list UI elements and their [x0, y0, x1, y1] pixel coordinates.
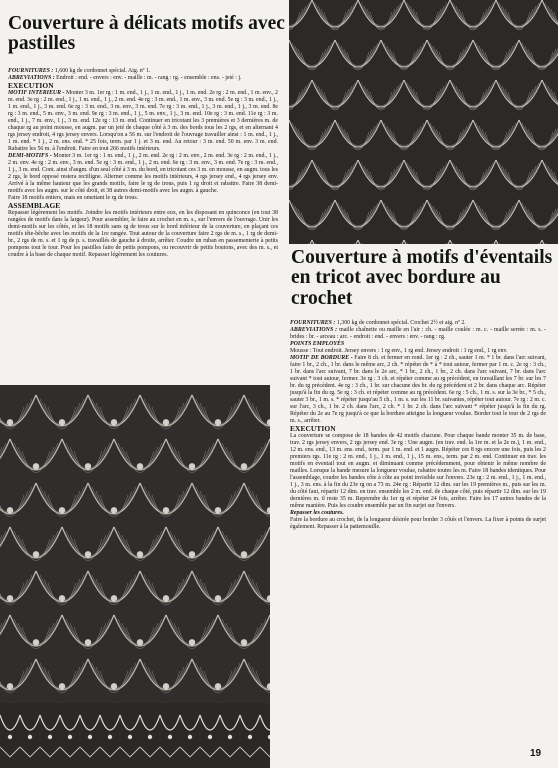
- half-motif-label: DEMI-MOTIFS -: [8, 153, 52, 160]
- abbreviations-text: maille chaînette ou maille en l'air : ch. - maille coulée : m. c. - maille serrée : m. s. - brides : br. - arceau : arc. - endroit : end. - envers : env. - rang : rg.: [290, 326, 546, 340]
- abbreviations-label: ABREVIATIONS :: [290, 326, 338, 333]
- execution-heading: EXECUTION: [8, 80, 54, 90]
- instructions-blanket-pastilles: [8, 68, 278, 259]
- assembly-text: Repasser légèrement les motifs. Joindre les motifs intérieurs entre eux, en les disposant en quinconce (en tout 38 rangées de motifs dans la largeur). Pour assembler, le faire au crochet en m. s., sur l'envers de l'ouvrage. Unir les demi-motifs sur les côtés, et les 18 motifs sans rg de trous sur le bord inférieur de la couverture, en plaçant ces motifs tête-bêche avec les motifs de la 1re rangée. Tout autour de la couverture faire 2 rgs de m. s., 1 rg de demi-br., 2 rgs de m. s. et 1 rg de p. s. travaillés de gauche à droite, arrêter. Coudre un ruban en passementerie à petits pompons tout le tour. Pour les pastilles faire de petits pompons, ou recouvrir de petits boutons, avec des m. s., et coudre à la base de chaque motif. Repasser légèrement les coutures.: [8, 210, 278, 259]
- photo-fan-knit-detail: [289, 0, 558, 244]
- border-text: Faire 8 ch. et fermer en rond. 1er rg : 2 ch., sauter 1 m. * 1 br. dans l'arc suivant, faire 1 br., 2 ch., 1 br. dans le même arc, 2 ch. * répéter de * à * tout autour, fermer par 1 m. c. 2e rg : 3 ch., 1 br. dans l'arc suivant, 7 br. dans le 2e arc, * 1 br., 2 ch., 1 br., 2 ch. dans l'arc suivant, 7 br. dans l'arc suivant * tout autour, fermer. 3e rg : 3 ch. et répéter comme au rg précédent, en travaillant les 7 br. sur les 7 br. du rg précédent. 4e rg : 3 ch., 1 br. sur chacune des br. du rg précédent et 2 br. dans chaque arc. Répéter jusqu'à la fin du rg. 5e rg : 3 ch. et répéter comme au rg précédent. 6e rg : 5 ch., 1 m. s. sur la 3e br., * 5 ch., sauter 3 br., 1 m. s. * répéter jusqu'au 5 ch., 1 m. s. sur les 11 br. suivantes, répéter tout autour. 7e rg : 2 m. c. sur l'arc, 3 ch., 1 br. 2 ch. dans l'arc, 2 ch. * 1 br. 2 ch. dans l'arc suivant * répéter jusqu'à la fin du rg. Répéter du 2e au 7e rg jusqu'à ce que la bordure atteigne la longueur voulue. Border tout le tour de 2 rgs de m. s., arrêter.: [290, 354, 547, 424]
- stitches-text: Mousse : Tout endroit. Jersey envers : 1 rg env., 1 rg end. Jersey endroit : 1 rg end., 1 rg env.: [290, 347, 508, 354]
- inner-motif-label: MOTIF INTERIEUR -: [8, 90, 65, 97]
- execution-heading: EXECUTION: [290, 423, 336, 433]
- pastille-pattern-illustration: [0, 385, 270, 768]
- inner-motif-paragraph: [8, 90, 278, 153]
- final-instructions: Faire la bordure au crochet, de la longueur désirée pour border 3 côtés et l'envers. La fixer à points de surjet également. Repasser à la pattemouille.: [290, 516, 546, 530]
- half-motif-paragraph: [8, 153, 278, 195]
- supplies-text: 1,600 kg de cordonnet spécial. Aig. nº 1.: [54, 68, 151, 74]
- assembly-heading: ASSEMBLAGE: [8, 200, 61, 210]
- page-number: 19: [530, 748, 542, 759]
- supplies-paragraph: [290, 320, 546, 327]
- instructions-fan-blanket: [290, 320, 546, 531]
- stitches-heading: POINTS EMPLOYÉS: [290, 340, 345, 347]
- whole-motif-note: Faire 18 motifs entiers, mais en omettant le rg de trous.: [8, 194, 139, 201]
- half-motif-text: Monter 3 m. 1er rg : 1 m. end., 1 j., 2 m. end. 2e rg : 2 m. env., 2 m. end. 3e rg : 2 m. end., 1 j., 2 m. env. 4e rg : 2 m. env., 3 m. end. 5e rg : 3 m. end., 1 j., 2 m. end. 6e rg : 3 m. env., 3 m. end. 7e rg : 3 m. end., 1 j., 3 m. end. Cont. ainsi d'augm. d'un seul côté à 3 m. du bord, en tricotant ces 3 m. en mousse, en augm. tous les 2 rgs, le bord opposé restera rectiligne. Alterner comme les motifs intérieurs, 4 rgs jersey end., 4 rgs jersey env. Arrivé à la même hauteur que les grands motifs, faire le rg de trous, puis 1 rg droit et rabattre. Faire 38 demi-motifs avec les augm. sur le côté droit, et 38 autres demi-motifs avec les augm. à gauche.: [8, 153, 278, 195]
- abbreviations-paragraph: [290, 327, 546, 341]
- border-label: MOTIF DE BORDURE -: [290, 354, 353, 361]
- abbreviations-text: Endroit : end. - envers : env. - maille : m. - rang : rg. - ensemble : ens. - jeté : j.: [56, 74, 242, 81]
- execution-text: La couverture se compose de 18 bandes de 42 motifs chacune. Pour chaque bande monter 35 m. de base, trav. 2 rgs jersey envers, 2 rgs jersey end. 3e rg : Une augm. (en trav. end. la 1re m. et la 2e m.), 1 m. end., 12 m. ens. end., 13 m. ens. end., term. par 1 m. end. et 1 augm. Répéter ces 8 rgs encore une fois, puis les 2 premiers rgs. 11e rg : 2 m. end., 1 j., 1 m. end., 1 j., 15 m. ens., term. par 2 m. end. Continuer en trav. les motifs en éventail tout en augm. et diminuant comme précédemment, pour obtenir le même nombre de mailles. Lorsque la bande mesure la longueur voulue, rabattre toutes les m. Faire 18 bandes identiques. Pour l'assemblage, coudre les bandes côte à côte au point invisible sur l'envers. 23e rg : 2 m. end., 1 j., 1 m. end., 1 j., 3 m. ens. à la fin du 23e rg on a 73 m. 24e rg : Répartir 12 dim. sur les 19 premières m., puis sur les m. du côté faut, répartir 12 dim. en trav. ensemble les 2 m. end. de chaque côté, puis répartir 12 dim. sur les 19 dernières m. il reste 35 m. Reprendre du 1er rg et répéter 24 fois, arrêter. Faire les 17 autres bandes de la même manière. Puis les coudre ensemble par un fin surjet sur l'envers.: [290, 433, 546, 509]
- border-paragraph: [290, 355, 546, 425]
- page-title-fan-blanket: Couverture à motifs d'éventails en tricot avec bordure au crochet: [291, 247, 553, 309]
- abbreviations-label: ABREVIATIONS :: [8, 74, 55, 81]
- photo-blanket-pastilles: [0, 385, 270, 768]
- supplies-label: FOURNITURES :: [290, 320, 336, 326]
- supplies-label: FOURNITURES :: [8, 68, 54, 74]
- supplies-paragraph: [8, 68, 278, 75]
- page-title-blanket-pastilles: Couverture à délicats motifs avec pastilles: [8, 13, 285, 55]
- fan-pattern-illustration: [289, 0, 558, 244]
- supplies-text: 1,300 kg de cordonnet spécial. Crochet 2½ et aig. nº 2.: [336, 320, 466, 326]
- inner-motif-text: Monter 3 m. 1er rg : 1 m. end., 1 j., 1 m. end., 1 j., 1 m. end. 2e rg : 2 m. end., 1 m. env., 2 m. end. 3e rg : 2 m. end., 1 j., 1 m. end., 1 j., 2 m. end. 4e rg : 3 m. end., 1 m. env., 3 m. end. 5e rg : 3 m. end., 1 j., 1 m. end., 1 j., 3 m. end. 6e rg : 3 m. end., 3 m. env., 3 m. end. 7e rg : 3 m. end., 1 j., 3 m. end., 1 j., 3 m. end. 8e rg : 3 m. end., 5 m. env., 3 m. end. 9e rg : 3 m. end., 1 j., 5 m. env., 1 j., 3 m. end. 10e rg : 3 m. end. 11e rg : 3 m. end., 1 j., 7 m. env., 1 j., 3 m. end. 12e rg : 13 m. end. Continuer en tricotant les 3 premières et 3 dernières m. de chaque rg au point mousse, en augm. par un jeté de chaque côté à 3 m. des bords tous les 2 rgs, et en alternant 4 rgs jersey endroit, 4 rgs jersey envers. Lorsqu'on a 56 m. sur l'endroit de l'ouvrage travailler ainsi : 1 m. end., 1 j., 1 m. end. * 1 j., 2 m. ens. end. * 25 fois, term. par 1 j. et 3 m. end. Au retour : 3 m. end. 50 m. env. 3 m. end. Rabattre les 56 m. à l'endroit. Faire en tout 266 motifs intérieurs.: [8, 90, 278, 153]
- press-seams-note: Repasser les coutures.: [290, 509, 344, 516]
